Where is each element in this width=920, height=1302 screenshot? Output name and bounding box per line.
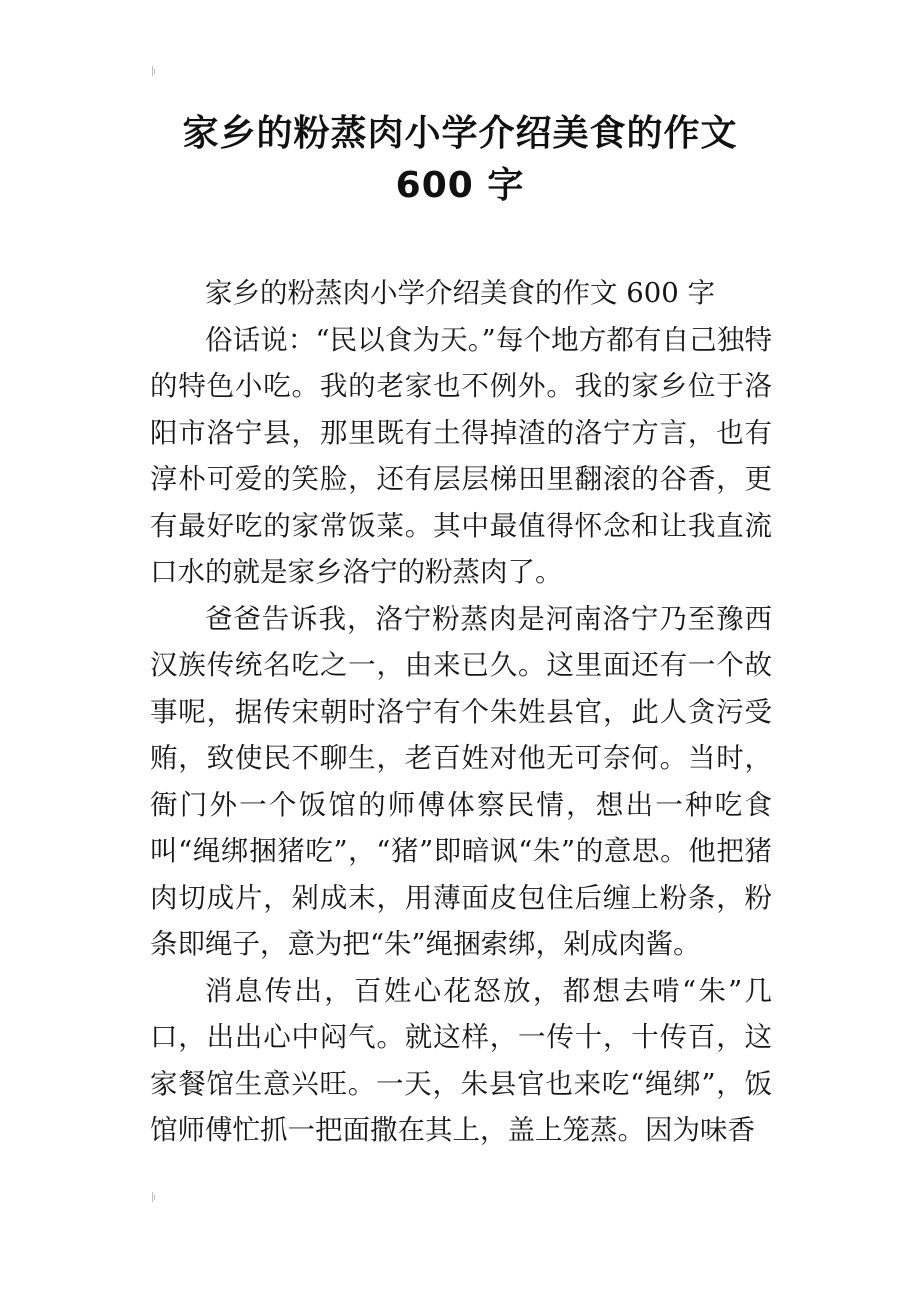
document-body bbox=[150, 270, 772, 1154]
corner-mark-icon bbox=[150, 66, 158, 76]
paragraph: 爸爸告诉我，洛宁粉蒸肉是河南洛宁乃至豫西汉族传统名吃之一，由来已久。这里面还有一个故事呢，据传宋朝时洛宁有个朱姓县官，此人贪污受贿，致使民不聊生，老百姓对他无可奈何。当时，衙门外一个饭馆的师傅体察民情，想出一种吃食叫“绳绑捆猪吃”，“猪”即暗讽“朱”的意思。他把猪肉切成片，剁成末，用薄面皮包住后缠上粉条，粉条即绳子，意为把“朱”绳捆索绑，剁成肉酱。 bbox=[150, 602, 772, 960]
paragraph: 俗话说：“民以食为天。”每个地方都有自己独特的特色小吃。我的老家也不例外。我的家乡位于洛阳市洛宁县，那里既有土得掉渣的洛宁方言，也有淳朴可爱的笑脸，还有层层梯田里翻滚的谷香，更有最好吃的家常饭菜。其中最值得怀念和让我直流口水的就是家乡洛宁的粉蒸肉了。 bbox=[150, 323, 772, 588]
paragraph: 消息传出，百姓心花怒放，都想去啃“朱”几口，出出心中闷气。就这样，一传十，十传百，这家餐馆生意兴旺。一天，朱县官也来吃“绳绑”，饭馆师傅忙抓一把面撒在其上，盖上笼蒸。因为味香 bbox=[150, 974, 772, 1146]
title-line-2: 600 字 bbox=[395, 165, 525, 206]
title-line-1: 家乡的粉蒸肉小学介绍美食的作文 bbox=[182, 113, 738, 154]
paragraph-heading: 家乡的粉蒸肉小学介绍美食的作文 600 字 bbox=[205, 277, 715, 309]
document-title bbox=[100, 108, 820, 212]
corner-mark-icon bbox=[150, 1192, 158, 1202]
